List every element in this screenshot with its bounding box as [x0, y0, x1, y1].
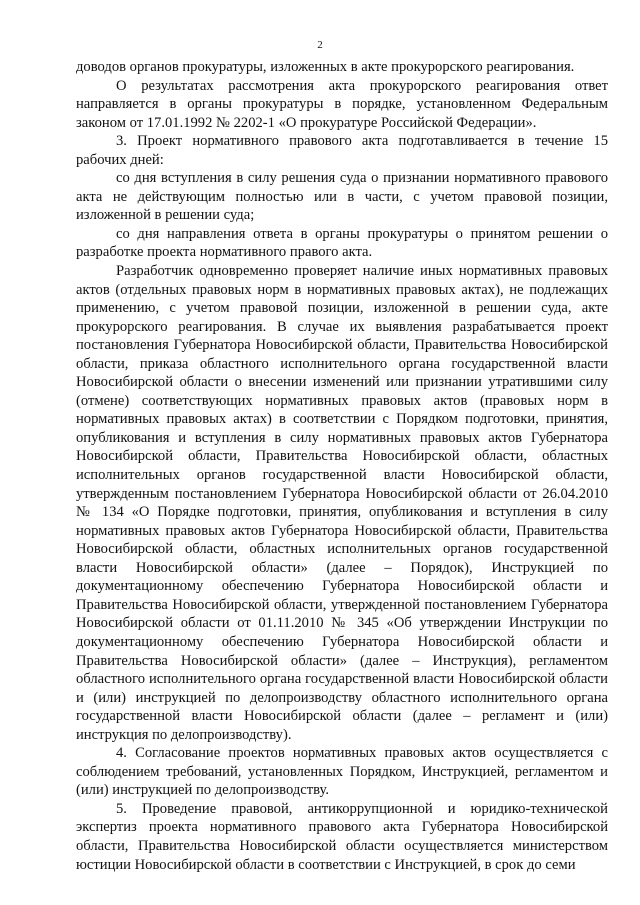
paragraph-continuation: доводов органов прокуратуры, изложенных в акте прокурорского реагирования.	[76, 59, 575, 75]
document-body	[76, 58, 608, 874]
paragraph-prosecutor-response: О результатах рассмотрения акта прокурорского реагирования ответ направляется в органы прокуратуры в порядке, установленном Федеральным законом от 17.01.1992 № 2202-1 «О прокуратуре Российской Федерации».	[76, 77, 608, 131]
paragraph-court-decision: со дня вступления в силу решения суда о признании нормативного правового акта не действующим полностью или в части, с учетом правовой позиции, изложенной в решении суда;	[76, 170, 608, 224]
paragraph-item-5: 5. Проведение правовой, антикоррупционной и юридико-технической экспертиз проекта нормативного правового акта Губернатора Новосибирской области, Правительства Новосибирской области осуществляется министерством юстиции Новосибирской области в соответствии с Инструкцией, в срок до семи	[76, 800, 608, 873]
paragraph-developer-checks: Разработчик одновременно проверяет наличие иных нормативных правовых актов (отдельных правовых норм в нормативных правовых актах), не подлежащих применению, с учетом правовой позиции, изложенной в решении суда, акте прокурорского реагирования. В случае их выявления разрабатывается проект постановления Губернатора Новосибирской области, Правительства Новосибирской области, приказа областного исполнительного органа государственной власти Новосибирской области о внесении изменений или признании утратившими силу (отмене) соответствующих нормативных правовых актов (правовых норм в нормативных правовых актах) в соответствии с Порядком подготовки, принятия, опубликования и вступления в силу нормативных правовых актов Губернатора Новосибирской области, Правительства Новосибирской области, областных исполнительных органов государственной власти Новосибирской области, утвержденным постановлением Губернатора Новосибирской области от 26.04.2010 № 134 «О Порядке подготовки, принятия, опубликования и вступления в силу нормативных правовых актов Губернатора Новосибирской области, Правительства Новосибирской области, областных исполнительных органов государственной власти Новосибирской области» (далее – Порядок), Инструкцией по документационному обеспечению Губернатора Новосибирской области и Правительства Новосибирской области, утвержденной постановлением Губернатора Новосибирской области от 01.11.2010 № 345 «Об утверждении Инструкции по документационному обеспечению Губернатора Новосибирской области и Правительства Новосибирской области» (далее – Инструкция), регламентом областного исполнительного органа государственной власти Новосибирской области и (или) инструкцией по делопроизводству областного исполнительного органа государственной власти Новосибирской области (далее – регламент и (или) инструкция по делопроизводству).	[76, 263, 608, 743]
page-number: 2	[317, 39, 323, 51]
paragraph-item-3: 3. Проект нормативного правового акта подготавливается в течение 15 рабочих дней:	[76, 133, 608, 168]
paragraph-item-4: 4. Согласование проектов нормативных правовых актов осуществляется с соблюдением требований, установленных Порядком, Инструкцией, регламентом и (или) инструкцией по делопроизводству.	[76, 745, 608, 799]
paragraph-response-sent: со дня направления ответа в органы прокуратуры о принятом решении о разработке проекта нормативного правого акта.	[76, 225, 608, 261]
